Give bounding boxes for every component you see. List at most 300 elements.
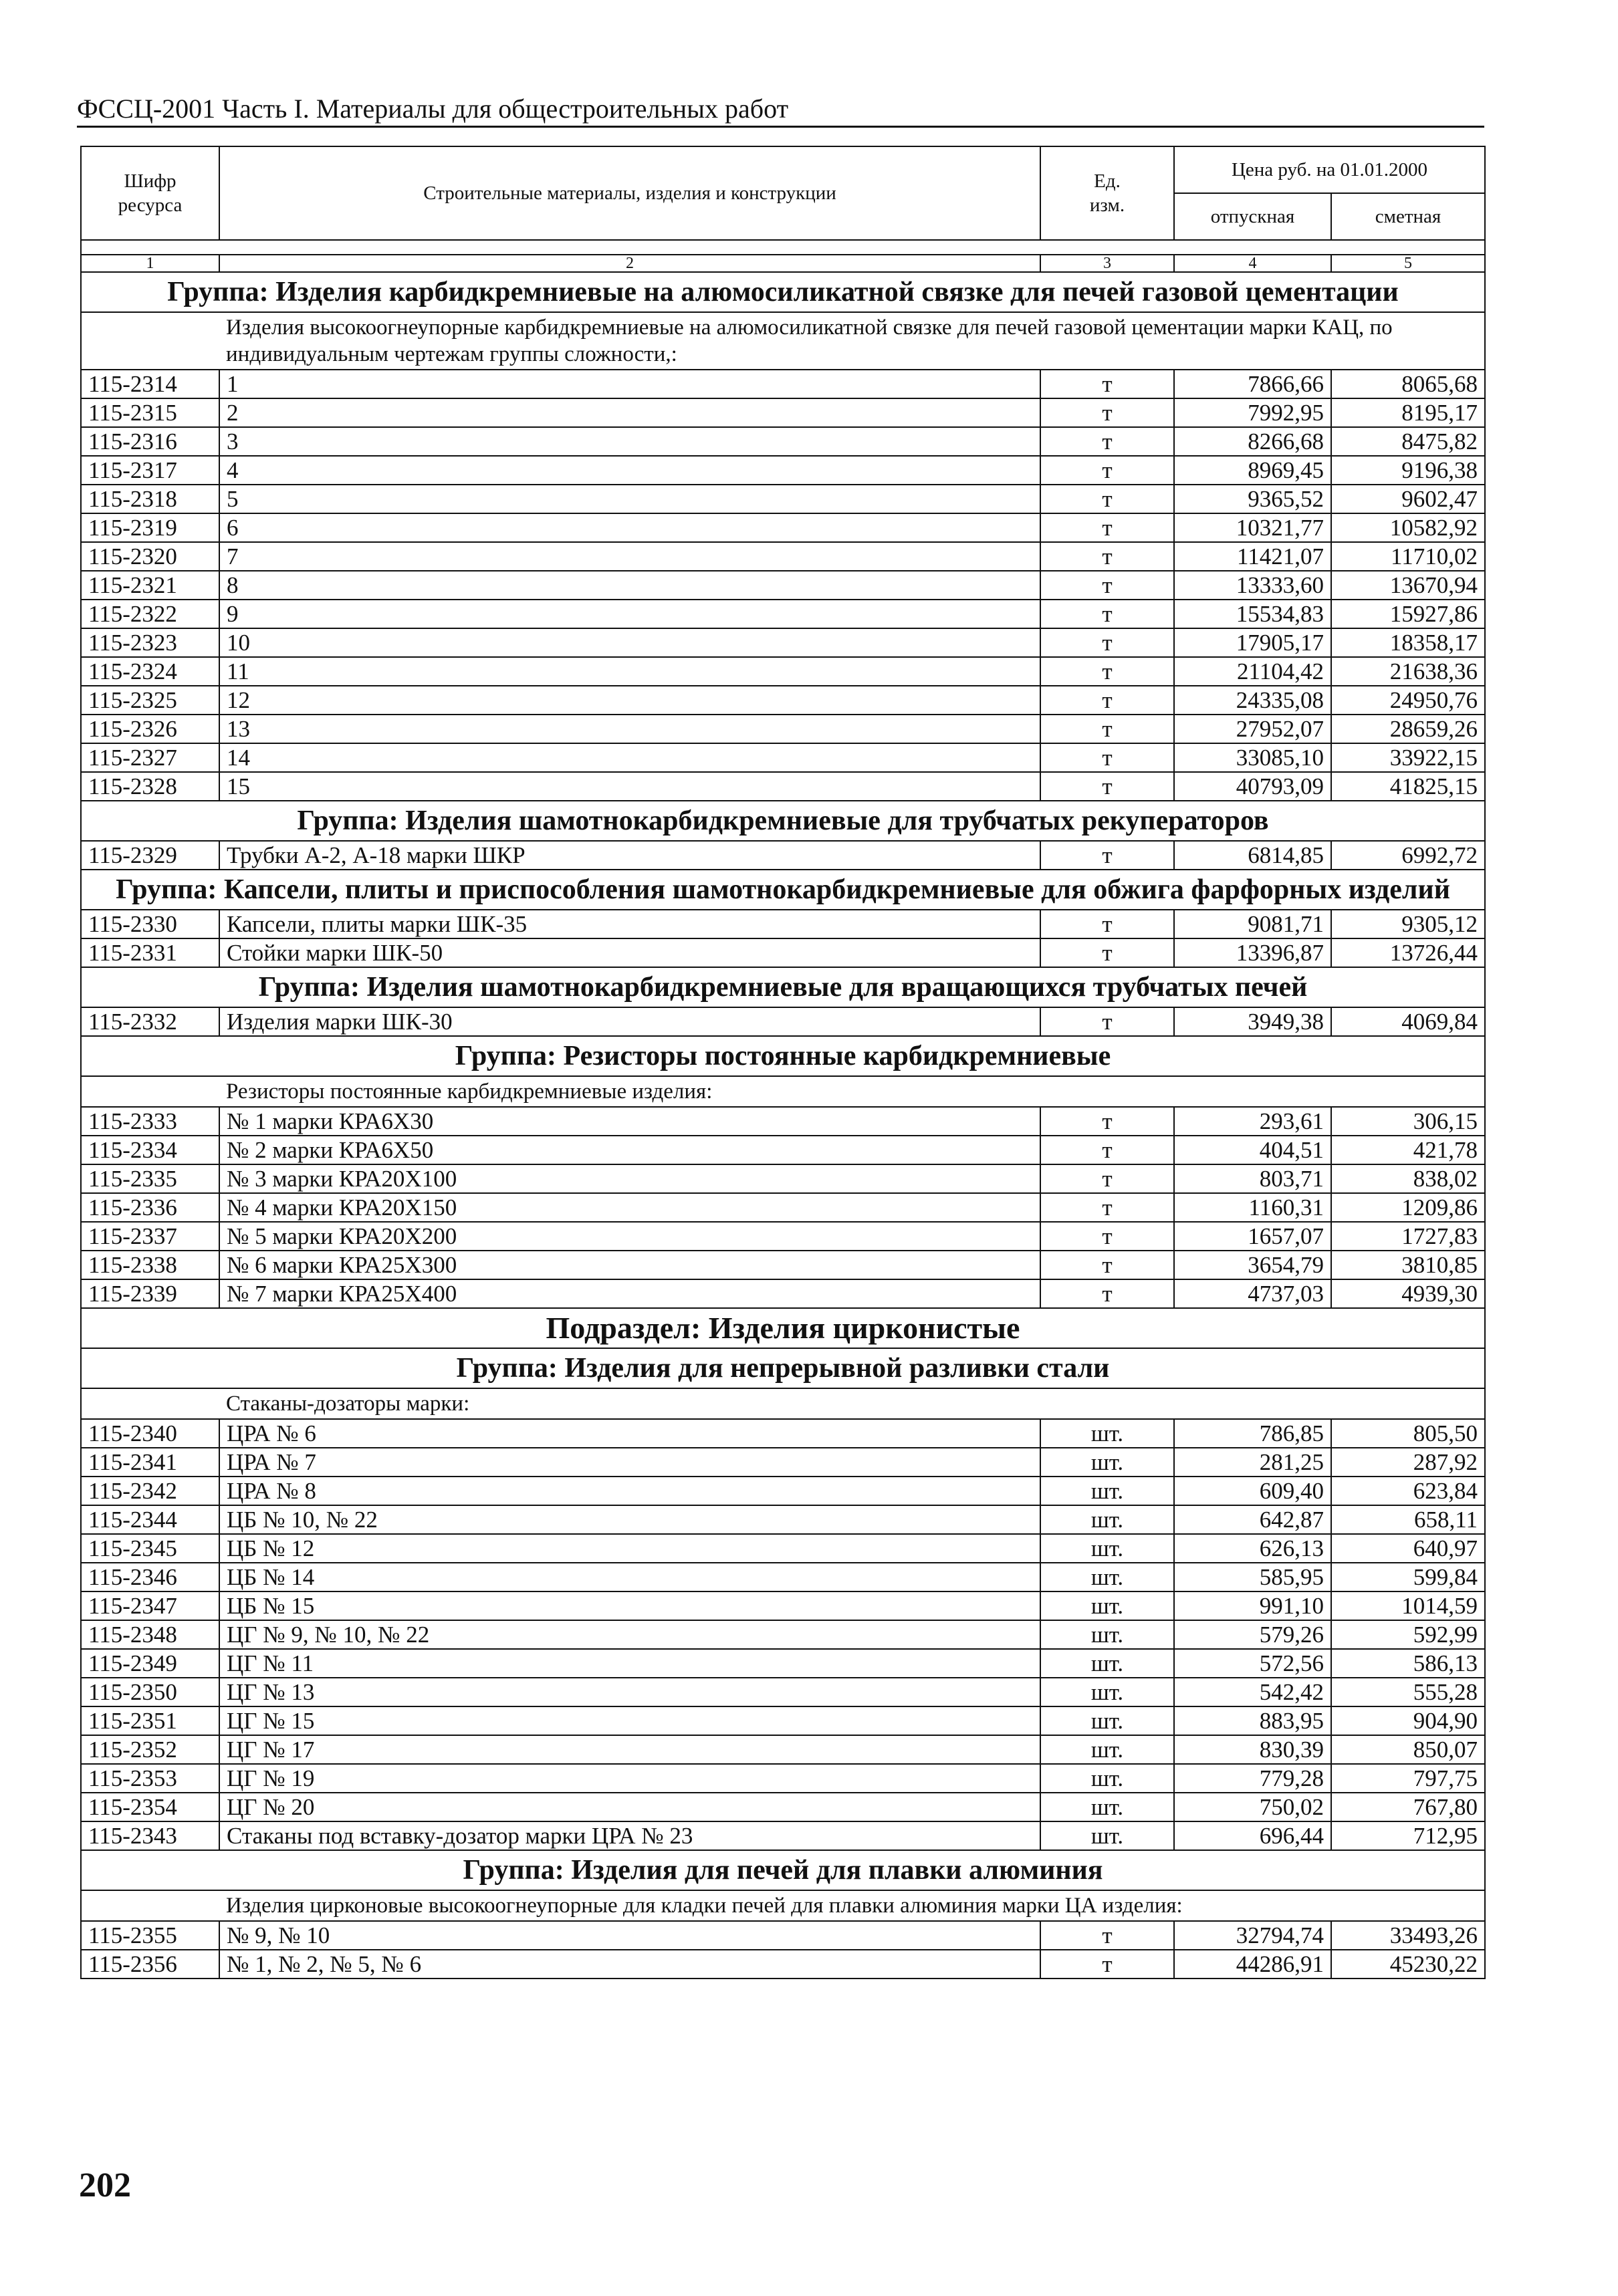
table-row	[81, 1534, 1485, 1563]
col-header-release-price: отпускная	[1174, 193, 1331, 240]
release-price-cell: 696,44	[1174, 1821, 1331, 1850]
release-price-cell: 991,10	[1174, 1591, 1331, 1620]
group-heading-row	[81, 1036, 1485, 1076]
material-name-cell: № 7 марки КРА25Х400	[219, 1279, 1040, 1308]
estimate-price-cell: 8195,17	[1331, 398, 1485, 427]
material-name-cell: № 1 марки КРА6Х30	[219, 1107, 1040, 1136]
estimate-price-cell: 10582,92	[1331, 513, 1485, 542]
resource-code-cell: 115-2317	[81, 456, 219, 485]
resource-code-cell: 115-2329	[81, 841, 219, 870]
table-row	[81, 1164, 1485, 1193]
estimate-price-cell: 592,99	[1331, 1620, 1485, 1649]
group-note-row	[81, 1388, 1485, 1419]
release-price-cell: 883,95	[1174, 1706, 1331, 1735]
unit-cell: т	[1040, 513, 1174, 542]
estimate-price-cell: 18358,17	[1331, 628, 1485, 657]
group-note-row	[81, 1890, 1485, 1921]
material-name-cell: ЦГ № 11	[219, 1649, 1040, 1678]
material-name-cell: № 3 марки КРА20Х100	[219, 1164, 1040, 1193]
release-price-cell: 830,39	[1174, 1735, 1331, 1764]
unit-cell: т	[1040, 938, 1174, 967]
release-price-cell: 15534,83	[1174, 600, 1331, 628]
estimate-price-cell: 797,75	[1331, 1764, 1485, 1793]
release-price-cell: 750,02	[1174, 1793, 1331, 1821]
release-price-cell: 13333,60	[1174, 571, 1331, 600]
resource-code-cell: 115-2353	[81, 1764, 219, 1793]
resource-code-cell: 115-2355	[81, 1921, 219, 1950]
unit-cell: т	[1040, 657, 1174, 686]
estimate-price-cell: 623,84	[1331, 1477, 1485, 1505]
estimate-price-cell: 3810,85	[1331, 1251, 1485, 1279]
group-title: Группа: Изделия для печей для плавки алюминия	[81, 1850, 1485, 1890]
col-number-5: 5	[1331, 255, 1485, 272]
unit-cell: т	[1040, 628, 1174, 657]
table-row	[81, 542, 1485, 571]
col-header-estimate-price: сметная	[1331, 193, 1485, 240]
release-price-cell: 786,85	[1174, 1419, 1331, 1448]
resource-code-cell: 115-2352	[81, 1735, 219, 1764]
estimate-price-cell: 13726,44	[1331, 938, 1485, 967]
col-header-code: Шифр ресурса	[81, 146, 219, 240]
unit-cell: т	[1040, 1193, 1174, 1222]
estimate-price-cell: 24950,76	[1331, 686, 1485, 715]
material-name-cell: ЦБ № 15	[219, 1591, 1040, 1620]
resource-code-cell: 115-2324	[81, 657, 219, 686]
unit-cell: шт.	[1040, 1534, 1174, 1563]
estimate-price-cell: 9305,12	[1331, 910, 1485, 938]
resource-code-cell: 115-2320	[81, 542, 219, 571]
table-row	[81, 1279, 1485, 1308]
estimate-price-cell: 13670,94	[1331, 571, 1485, 600]
table-row	[81, 715, 1485, 743]
estimate-price-cell: 805,50	[1331, 1419, 1485, 1448]
table-row	[81, 1591, 1485, 1620]
unit-cell: шт.	[1040, 1735, 1174, 1764]
resource-code-cell: 115-2342	[81, 1477, 219, 1505]
estimate-price-cell: 28659,26	[1331, 715, 1485, 743]
table-row	[81, 1706, 1485, 1735]
col-header-price: Цена руб. на 01.01.2000	[1174, 146, 1485, 193]
unit-cell: шт.	[1040, 1821, 1174, 1850]
col-number-1: 1	[81, 255, 219, 272]
release-price-cell: 3949,38	[1174, 1007, 1331, 1036]
release-price-cell: 32794,74	[1174, 1921, 1331, 1950]
estimate-price-cell: 555,28	[1331, 1678, 1485, 1706]
resource-code-cell: 115-2331	[81, 938, 219, 967]
resource-code-cell: 115-2348	[81, 1620, 219, 1649]
resource-code-cell: 115-2319	[81, 513, 219, 542]
release-price-cell: 803,71	[1174, 1164, 1331, 1193]
table-row	[81, 1620, 1485, 1649]
release-price-cell: 8266,68	[1174, 427, 1331, 456]
unit-cell: т	[1040, 1251, 1174, 1279]
release-price-cell: 4737,03	[1174, 1279, 1331, 1308]
material-name-cell: 13	[219, 715, 1040, 743]
group-note: Стаканы-дозаторы марки:	[219, 1388, 1485, 1419]
table-row	[81, 456, 1485, 485]
unit-cell: т	[1040, 571, 1174, 600]
estimate-price-cell: 1727,83	[1331, 1222, 1485, 1251]
note-code-cell	[81, 312, 219, 370]
table-row	[81, 772, 1485, 801]
estimate-price-cell: 8475,82	[1331, 427, 1485, 456]
estimate-price-cell: 1014,59	[1331, 1591, 1485, 1620]
table-row	[81, 1007, 1485, 1036]
unit-cell: т	[1040, 772, 1174, 801]
unit-cell: т	[1040, 743, 1174, 772]
unit-cell: т	[1040, 1921, 1174, 1950]
release-price-cell: 1160,31	[1174, 1193, 1331, 1222]
unit-cell: т	[1040, 910, 1174, 938]
release-price-cell: 585,95	[1174, 1563, 1331, 1591]
table-row	[81, 600, 1485, 628]
material-name-cell: Капсели, плиты марки ШК-35	[219, 910, 1040, 938]
material-name-cell: ЦБ № 10, № 22	[219, 1505, 1040, 1534]
col-number-2: 2	[219, 255, 1040, 272]
unit-cell: т	[1040, 1136, 1174, 1164]
group-note: Резисторы постоянные карбидкремниевые изделия:	[219, 1076, 1485, 1107]
unit-cell: т	[1040, 600, 1174, 628]
table-row	[81, 1419, 1485, 1448]
resource-code-cell: 115-2340	[81, 1419, 219, 1448]
group-heading-row	[81, 272, 1485, 312]
unit-cell: т	[1040, 542, 1174, 571]
estimate-price-cell: 4939,30	[1331, 1279, 1485, 1308]
table-row	[81, 370, 1485, 398]
table-row	[81, 1448, 1485, 1477]
group-title: Группа: Изделия для непрерывной разливки стали	[81, 1348, 1485, 1388]
table-row	[81, 1764, 1485, 1793]
resource-code-cell: 115-2316	[81, 427, 219, 456]
resource-code-cell: 115-2337	[81, 1222, 219, 1251]
material-name-cell: ЦГ № 15	[219, 1706, 1040, 1735]
material-name-cell: ЦРА № 6	[219, 1419, 1040, 1448]
unit-cell: шт.	[1040, 1448, 1174, 1477]
resource-code-cell: 115-2347	[81, 1591, 219, 1620]
resource-code-cell: 115-2323	[81, 628, 219, 657]
material-name-cell: 15	[219, 772, 1040, 801]
release-price-cell: 293,61	[1174, 1107, 1331, 1136]
estimate-price-cell: 306,15	[1331, 1107, 1485, 1136]
resource-code-cell: 115-2326	[81, 715, 219, 743]
table-row	[81, 743, 1485, 772]
release-price-cell: 21104,42	[1174, 657, 1331, 686]
material-name-cell: 2	[219, 398, 1040, 427]
resource-code-cell: 115-2351	[81, 1706, 219, 1735]
group-heading-row	[81, 801, 1485, 841]
material-name-cell: 14	[219, 743, 1040, 772]
estimate-price-cell: 21638,36	[1331, 657, 1485, 686]
resource-code-cell: 115-2334	[81, 1136, 219, 1164]
table-row	[81, 1649, 1485, 1678]
release-price-cell: 17905,17	[1174, 628, 1331, 657]
table-row	[81, 427, 1485, 456]
release-price-cell: 40793,09	[1174, 772, 1331, 801]
page-number: 202	[79, 2166, 131, 2204]
table-row	[81, 1735, 1485, 1764]
estimate-price-cell: 11710,02	[1331, 542, 1485, 571]
release-price-cell: 6814,85	[1174, 841, 1331, 870]
resource-code-cell: 115-2339	[81, 1279, 219, 1308]
material-name-cell: 11	[219, 657, 1040, 686]
release-price-cell: 281,25	[1174, 1448, 1331, 1477]
resource-code-cell: 115-2350	[81, 1678, 219, 1706]
running-header: ФССЦ-2001 Часть I. Материалы для общестроительных работ	[77, 92, 1484, 128]
material-name-cell: 12	[219, 686, 1040, 715]
unit-cell: шт.	[1040, 1591, 1174, 1620]
table-row	[81, 398, 1485, 427]
subsection-heading-row	[81, 1308, 1485, 1348]
table-row	[81, 1921, 1485, 1950]
unit-cell: шт.	[1040, 1649, 1174, 1678]
estimate-price-cell: 586,13	[1331, 1649, 1485, 1678]
group-note-row	[81, 312, 1485, 370]
material-name-cell: № 4 марки КРА20Х150	[219, 1193, 1040, 1222]
price-table	[80, 146, 1486, 1979]
unit-cell: т	[1040, 1007, 1174, 1036]
estimate-price-cell: 45230,22	[1331, 1950, 1485, 1979]
group-heading-row	[81, 870, 1485, 910]
estimate-price-cell: 767,80	[1331, 1793, 1485, 1821]
material-name-cell: 6	[219, 513, 1040, 542]
release-price-cell: 9081,71	[1174, 910, 1331, 938]
release-price-cell: 13396,87	[1174, 938, 1331, 967]
table-row	[81, 485, 1485, 513]
release-price-cell: 609,40	[1174, 1477, 1331, 1505]
col-number-3: 3	[1040, 255, 1174, 272]
estimate-price-cell: 640,97	[1331, 1534, 1485, 1563]
material-name-cell: ЦГ № 17	[219, 1735, 1040, 1764]
release-price-cell: 7866,66	[1174, 370, 1331, 398]
resource-code-cell: 115-2345	[81, 1534, 219, 1563]
release-price-cell: 44286,91	[1174, 1950, 1331, 1979]
table-row	[81, 1563, 1485, 1591]
unit-cell: т	[1040, 427, 1174, 456]
table-row	[81, 910, 1485, 938]
resource-code-cell: 115-2354	[81, 1793, 219, 1821]
material-name-cell: № 2 марки КРА6Х50	[219, 1136, 1040, 1164]
release-price-cell: 642,87	[1174, 1505, 1331, 1534]
col-header-unit: Ед. изм.	[1040, 146, 1174, 240]
material-name-cell: Трубки А-2, А-18 марки ШКР	[219, 841, 1040, 870]
estimate-price-cell: 33922,15	[1331, 743, 1485, 772]
group-note: Изделия высокоогнеупорные карбидкремниевые на алюмосиликатной связке для печей газовой цементации марки КАЦ, по индивидуальным чертежам группы сложности,:	[219, 312, 1485, 370]
note-code-cell	[81, 1388, 219, 1419]
table-row	[81, 1193, 1485, 1222]
group-title: Группа: Резисторы постоянные карбидкремниевые	[81, 1036, 1485, 1076]
resource-code-cell: 115-2318	[81, 485, 219, 513]
resource-code-cell: 115-2330	[81, 910, 219, 938]
table-row	[81, 1950, 1485, 1979]
material-name-cell: ЦБ № 14	[219, 1563, 1040, 1591]
table-row	[81, 1222, 1485, 1251]
unit-cell: т	[1040, 841, 1174, 870]
release-price-cell: 3654,79	[1174, 1251, 1331, 1279]
release-price-cell: 10321,77	[1174, 513, 1331, 542]
resource-code-cell: 115-2338	[81, 1251, 219, 1279]
col-header-name: Строительные материалы, изделия и конструкции	[219, 146, 1040, 240]
resource-code-cell: 115-2328	[81, 772, 219, 801]
release-price-cell: 27952,07	[1174, 715, 1331, 743]
material-name-cell: ЦГ № 20	[219, 1793, 1040, 1821]
unit-cell: т	[1040, 1164, 1174, 1193]
release-price-cell: 7992,95	[1174, 398, 1331, 427]
group-title: Группа: Капсели, плиты и приспособления шамотнокарбидкремниевые для обжига фарфорных изделий	[81, 870, 1485, 910]
release-price-cell: 9365,52	[1174, 485, 1331, 513]
resource-code-cell: 115-2333	[81, 1107, 219, 1136]
table-row	[81, 1793, 1485, 1821]
estimate-price-cell: 850,07	[1331, 1735, 1485, 1764]
material-name-cell: Стаканы под вставку-дозатор марки ЦРА № 23	[219, 1821, 1040, 1850]
material-name-cell: 3	[219, 427, 1040, 456]
material-name-cell: 1	[219, 370, 1040, 398]
table-row	[81, 1136, 1485, 1164]
release-price-cell: 8969,45	[1174, 456, 1331, 485]
material-name-cell: 8	[219, 571, 1040, 600]
estimate-price-cell: 599,84	[1331, 1563, 1485, 1591]
table-row	[81, 686, 1485, 715]
table-row	[81, 513, 1485, 542]
resource-code-cell: 115-2349	[81, 1649, 219, 1678]
estimate-price-cell: 1209,86	[1331, 1193, 1485, 1222]
estimate-price-cell: 658,11	[1331, 1505, 1485, 1534]
table-row	[81, 628, 1485, 657]
unit-cell: т	[1040, 456, 1174, 485]
unit-cell: шт.	[1040, 1419, 1174, 1448]
material-name-cell: ЦБ № 12	[219, 1534, 1040, 1563]
resource-code-cell: 115-2325	[81, 686, 219, 715]
note-code-cell	[81, 1890, 219, 1921]
material-name-cell: № 9, № 10	[219, 1921, 1040, 1950]
material-name-cell: 7	[219, 542, 1040, 571]
unit-cell: шт.	[1040, 1477, 1174, 1505]
material-name-cell: ЦРА № 8	[219, 1477, 1040, 1505]
resource-code-cell: 115-2314	[81, 370, 219, 398]
material-name-cell: Изделия марки ШК-30	[219, 1007, 1040, 1036]
release-price-cell: 24335,08	[1174, 686, 1331, 715]
table-row	[81, 657, 1485, 686]
group-note-row	[81, 1076, 1485, 1107]
unit-cell: т	[1040, 370, 1174, 398]
estimate-price-cell: 8065,68	[1331, 370, 1485, 398]
resource-code-cell: 115-2341	[81, 1448, 219, 1477]
unit-cell: шт.	[1040, 1505, 1174, 1534]
resource-code-cell: 115-2327	[81, 743, 219, 772]
material-name-cell: № 6 марки КРА25Х300	[219, 1251, 1040, 1279]
col-number-4: 4	[1174, 255, 1331, 272]
unit-cell: шт.	[1040, 1706, 1174, 1735]
group-title: Группа: Изделия шамотнокарбидкремниевые для вращающихся трубчатых печей	[81, 967, 1485, 1007]
estimate-price-cell: 904,90	[1331, 1706, 1485, 1735]
resource-code-cell: 115-2346	[81, 1563, 219, 1591]
table-row	[81, 841, 1485, 870]
table-row	[81, 571, 1485, 600]
estimate-price-cell: 15927,86	[1331, 600, 1485, 628]
group-heading-row	[81, 967, 1485, 1007]
estimate-price-cell: 838,02	[1331, 1164, 1485, 1193]
estimate-price-cell: 9602,47	[1331, 485, 1485, 513]
material-name-cell: 9	[219, 600, 1040, 628]
unit-cell: шт.	[1040, 1793, 1174, 1821]
group-heading-row	[81, 1348, 1485, 1388]
table-row	[81, 1477, 1485, 1505]
table-body	[81, 272, 1485, 1979]
release-price-cell: 11421,07	[1174, 542, 1331, 571]
release-price-cell: 1657,07	[1174, 1222, 1331, 1251]
table-row	[81, 1678, 1485, 1706]
material-name-cell: ЦГ № 19	[219, 1764, 1040, 1793]
resource-code-cell: 115-2336	[81, 1193, 219, 1222]
unit-cell: шт.	[1040, 1678, 1174, 1706]
group-heading-row	[81, 1850, 1485, 1890]
estimate-price-cell: 41825,15	[1331, 772, 1485, 801]
unit-cell: шт.	[1040, 1764, 1174, 1793]
resource-code-cell: 115-2344	[81, 1505, 219, 1534]
release-price-cell: 626,13	[1174, 1534, 1331, 1563]
unit-cell: т	[1040, 1279, 1174, 1308]
estimate-price-cell: 287,92	[1331, 1448, 1485, 1477]
resource-code-cell: 115-2343	[81, 1821, 219, 1850]
estimate-price-cell: 421,78	[1331, 1136, 1485, 1164]
estimate-price-cell: 6992,72	[1331, 841, 1485, 870]
resource-code-cell: 115-2315	[81, 398, 219, 427]
unit-cell: т	[1040, 686, 1174, 715]
material-name-cell: № 5 марки КРА20Х200	[219, 1222, 1040, 1251]
group-note: Изделия цирконовые высокоогнеупорные для кладки печей для плавки алюминия марки ЦА изделия:	[219, 1890, 1485, 1921]
table-row	[81, 1505, 1485, 1534]
unit-cell: т	[1040, 485, 1174, 513]
table-row	[81, 938, 1485, 967]
material-name-cell: ЦГ № 9, № 10, № 22	[219, 1620, 1040, 1649]
release-price-cell: 779,28	[1174, 1764, 1331, 1793]
unit-cell: т	[1040, 398, 1174, 427]
material-name-cell: Стойки марки ШК-50	[219, 938, 1040, 967]
group-title: Группа: Изделия шамотнокарбидкремниевые для трубчатых рекуператоров	[81, 801, 1485, 841]
table-row	[81, 1107, 1485, 1136]
material-name-cell: ЦРА № 7	[219, 1448, 1040, 1477]
resource-code-cell: 115-2332	[81, 1007, 219, 1036]
estimate-price-cell: 712,95	[1331, 1821, 1485, 1850]
resource-code-cell: 115-2356	[81, 1950, 219, 1979]
material-name-cell: 4	[219, 456, 1040, 485]
estimate-price-cell: 4069,84	[1331, 1007, 1485, 1036]
subsection-title: Подраздел: Изделия цирконистые	[81, 1308, 1485, 1348]
unit-cell: т	[1040, 715, 1174, 743]
table-row	[81, 1821, 1485, 1850]
release-price-cell: 579,26	[1174, 1620, 1331, 1649]
release-price-cell: 404,51	[1174, 1136, 1331, 1164]
release-price-cell: 542,42	[1174, 1678, 1331, 1706]
material-name-cell: ЦГ № 13	[219, 1678, 1040, 1706]
material-name-cell: 5	[219, 485, 1040, 513]
material-name-cell: 10	[219, 628, 1040, 657]
release-price-cell: 572,56	[1174, 1649, 1331, 1678]
estimate-price-cell: 9196,38	[1331, 456, 1485, 485]
unit-cell: т	[1040, 1950, 1174, 1979]
unit-cell: шт.	[1040, 1563, 1174, 1591]
resource-code-cell: 115-2321	[81, 571, 219, 600]
release-price-cell: 33085,10	[1174, 743, 1331, 772]
material-name-cell: № 1, № 2, № 5, № 6	[219, 1950, 1040, 1979]
unit-cell: шт.	[1040, 1620, 1174, 1649]
resource-code-cell: 115-2322	[81, 600, 219, 628]
unit-cell: т	[1040, 1107, 1174, 1136]
table-row	[81, 1251, 1485, 1279]
resource-code-cell: 115-2335	[81, 1164, 219, 1193]
unit-cell: т	[1040, 1222, 1174, 1251]
estimate-price-cell: 33493,26	[1331, 1921, 1485, 1950]
note-code-cell	[81, 1076, 219, 1107]
